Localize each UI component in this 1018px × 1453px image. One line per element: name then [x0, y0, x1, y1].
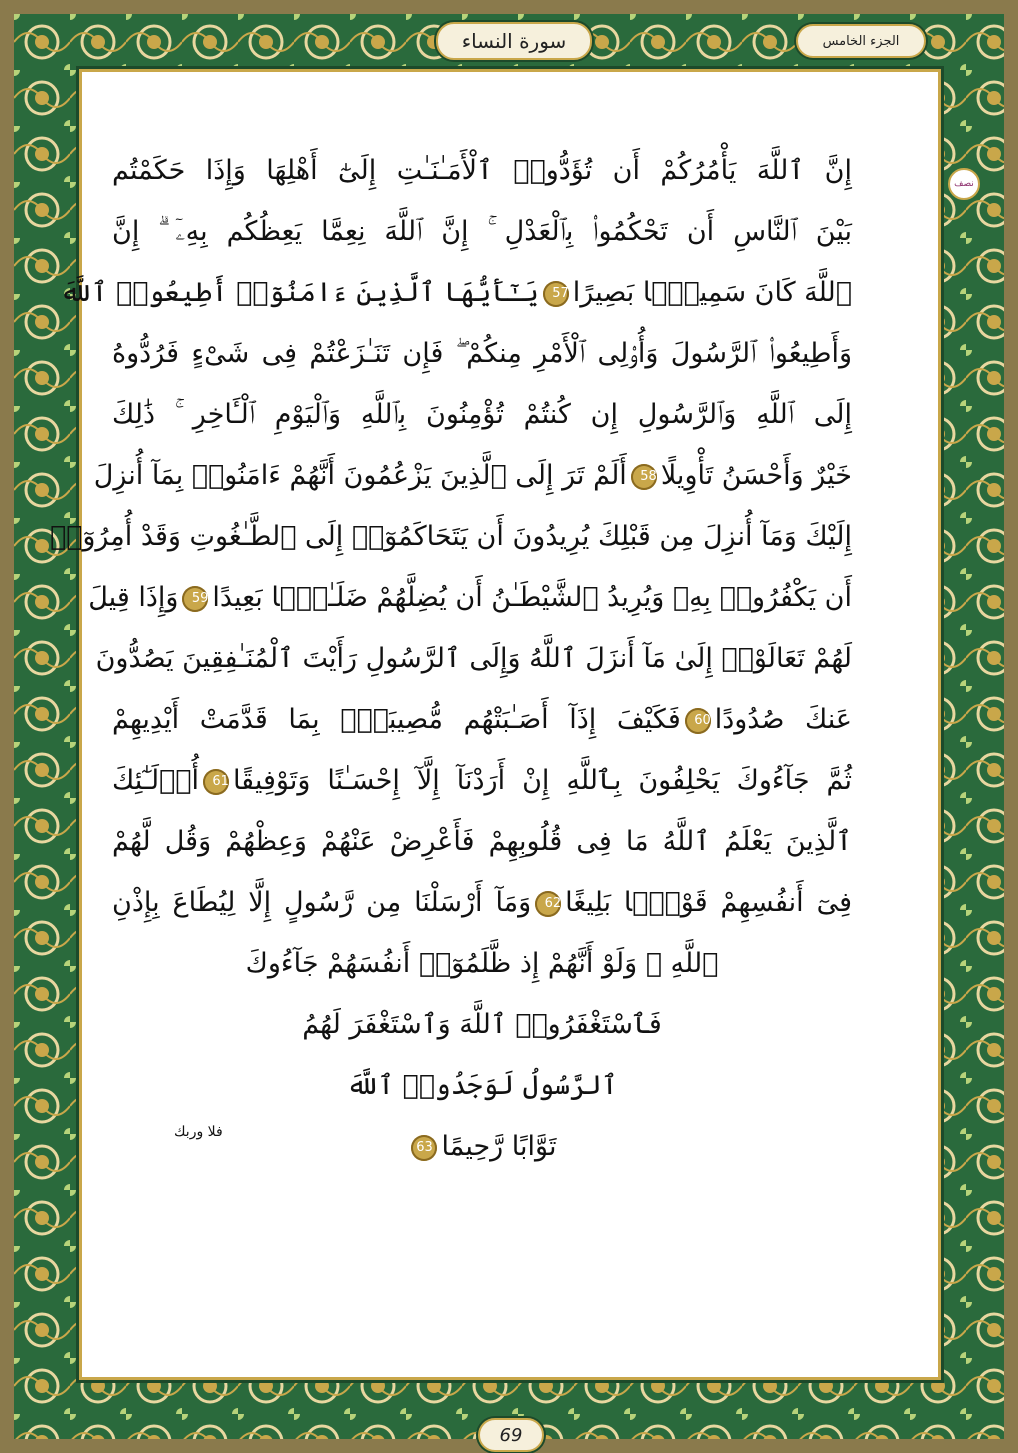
- verse-text: ٱللَّهَ كَانَ سَمِيعًۢا بَصِيرًا: [572, 277, 852, 308]
- verse-text: عَنكَ صُدُودًا: [714, 704, 852, 735]
- verse-line: [59, 262, 852, 323]
- verse-text: وَمَآ أَرْسَلْنَا مِن رَّسُولٍ إِلَّا لِيُطَاعَ بِإِذْنِ: [112, 887, 532, 918]
- ayah-number: 58: [631, 464, 657, 490]
- verse-text: لَهُمْ تَعَالَوْا۟ إِلَىٰ مَآ أَنزَلَ ٱللَّهُ وَإِلَى ٱلرَّسُولِ رَأَيْتَ ٱلْمُنَـٰفِقِينَ يَصُدُّونَ: [95, 643, 852, 674]
- verse-text: وَإِذَا قِيلَ: [88, 582, 179, 613]
- verse-text: إِنَّ ٱللَّهَ يَأْمُرُكُمْ أَن تُؤَدُّوا۟ ٱلْأَمَـٰنَـٰتِ إِلَىٰٓ أَهْلِهَا وَإِذَا حَكَمْتُم: [112, 155, 852, 186]
- verse-text: تَوَّابًا رَّحِيمًا: [441, 1131, 557, 1162]
- verse-line: [93, 445, 852, 506]
- quran-text: [49, 140, 852, 1177]
- verse-text: أُو۟لَـٰٓئِكَ: [112, 765, 199, 796]
- verse-text: بَيْنَ ٱلنَّاسِ أَن تَحْكُمُوا۟ بِٱلْعَدْلِ ۚ إِنَّ ٱللَّهَ نِعِمَّا يَعِظُكُم بِهِۦٓ ۗ إِنَّ: [112, 216, 852, 247]
- verse-line: [112, 811, 852, 872]
- verse-line: [112, 750, 852, 811]
- verse-line: [112, 323, 852, 384]
- verse-line: [112, 1055, 852, 1116]
- verse-text: إِلَى ٱللَّهِ وَٱلرَّسُولِ إِن كُنتُمْ تُؤْمِنُونَ بِٱللَّهِ وَٱلْيَوْمِ ٱلْـَٔاخِرِ ۚ ذَٰلِكَ: [112, 399, 852, 430]
- catchword: فلا وربك: [174, 1124, 223, 1140]
- verse-text: فِىٓ أَنفُسِهِمْ قَوْلًۢا بَلِيغًا: [565, 887, 852, 918]
- verse-line: [112, 384, 852, 445]
- verse-line: [112, 689, 852, 750]
- verse-text: ٱلرَّسُولُ لَوَجَدُوا۟ ٱللَّهَ: [346, 1070, 618, 1101]
- verse-text: يَـٰٓأَيُّهَا ٱلَّذِينَ ءَامَنُوٓا۟ أَطِيعُوا۟ ٱللَّهَ: [59, 277, 539, 308]
- verse-text: ثُمَّ جَآءُوكَ يَحْلِفُونَ بِٱللَّهِ إِنْ أَرَدْنَآ إِلَّآ إِحْسَـٰنًا وَتَوْفِيقًا: [232, 765, 852, 796]
- ayah-number: 59: [182, 586, 208, 612]
- page-number: 69: [478, 1418, 544, 1452]
- ayah-number: 63: [411, 1135, 437, 1161]
- ayah-number: 60: [685, 708, 711, 734]
- verse-line: [49, 506, 852, 567]
- hizb-marker: نصف: [948, 168, 980, 200]
- verse-line: [112, 872, 852, 933]
- verse-text: إِلَيْكَ وَمَآ أُنزِلَ مِن قَبْلِكَ يُرِيدُونَ أَن يَتَحَاكَمُوٓا۟ إِلَى ٱلطَّـٰغُوتِ وَقَدْ أُمِرُوٓا۟: [49, 521, 852, 552]
- verse-line: [95, 628, 852, 689]
- verse-line: [112, 201, 852, 262]
- verse-text: أَن يَكْفُرُوا۟ بِهِۦ وَيُرِيدُ ٱلشَّيْطَـٰنُ أَن يُضِلَّهُمْ ضَلَـٰلًۢا بَعِيدًا: [212, 582, 852, 613]
- verse-text: ٱلَّذِينَ يَعْلَمُ ٱللَّهُ مَا فِى قُلُوبِهِمْ فَأَعْرِضْ عَنْهُمْ وَعِظْهُمْ وَقُل لَّهُمْ: [112, 826, 852, 857]
- juz-title: الجزء الخامس: [796, 24, 926, 58]
- verse-line: [112, 1116, 852, 1177]
- ayah-number: 61: [203, 769, 229, 795]
- verse-text: فَٱسْتَغْفَرُوا۟ ٱللَّهَ وَٱسْتَغْفَرَ لَهُمُ: [302, 1009, 662, 1040]
- verse-line: [88, 567, 852, 628]
- surah-title: سورة النساء: [436, 22, 592, 60]
- verse-line: [112, 933, 852, 994]
- verse-text: خَيْرٌ وَأَحْسَنُ تَأْوِيلًا: [660, 460, 852, 491]
- verse-text: وَأَطِيعُوا۟ ٱلرَّسُولَ وَأُو۟لِى ٱلْأَمْرِ مِنكُمْ ۖ فَإِن تَنَـٰزَعْتُمْ فِى شَىْءٍ فَرُدُّوهُ: [112, 338, 852, 369]
- verse-text: أَلَمْ تَرَ إِلَى ٱلَّذِينَ يَزْعُمُونَ أَنَّهُمْ ءَامَنُوا۟ بِمَآ أُنزِلَ: [93, 460, 627, 491]
- ayah-number: 57: [543, 281, 569, 307]
- verse-line: [112, 140, 852, 201]
- verse-line: [112, 994, 852, 1055]
- verse-text: فَكَيْفَ إِذَآ أَصَـٰبَتْهُم مُّصِيبَةٌۢ بِمَا قَدَّمَتْ أَيْدِيهِمْ: [112, 704, 681, 735]
- verse-text: ٱللَّهِ ۚ وَلَوْ أَنَّهُمْ إِذ ظَّلَمُوٓا۟ أَنفُسَهُمْ جَآءُوكَ: [245, 948, 719, 979]
- ayah-number: 62: [535, 891, 561, 917]
